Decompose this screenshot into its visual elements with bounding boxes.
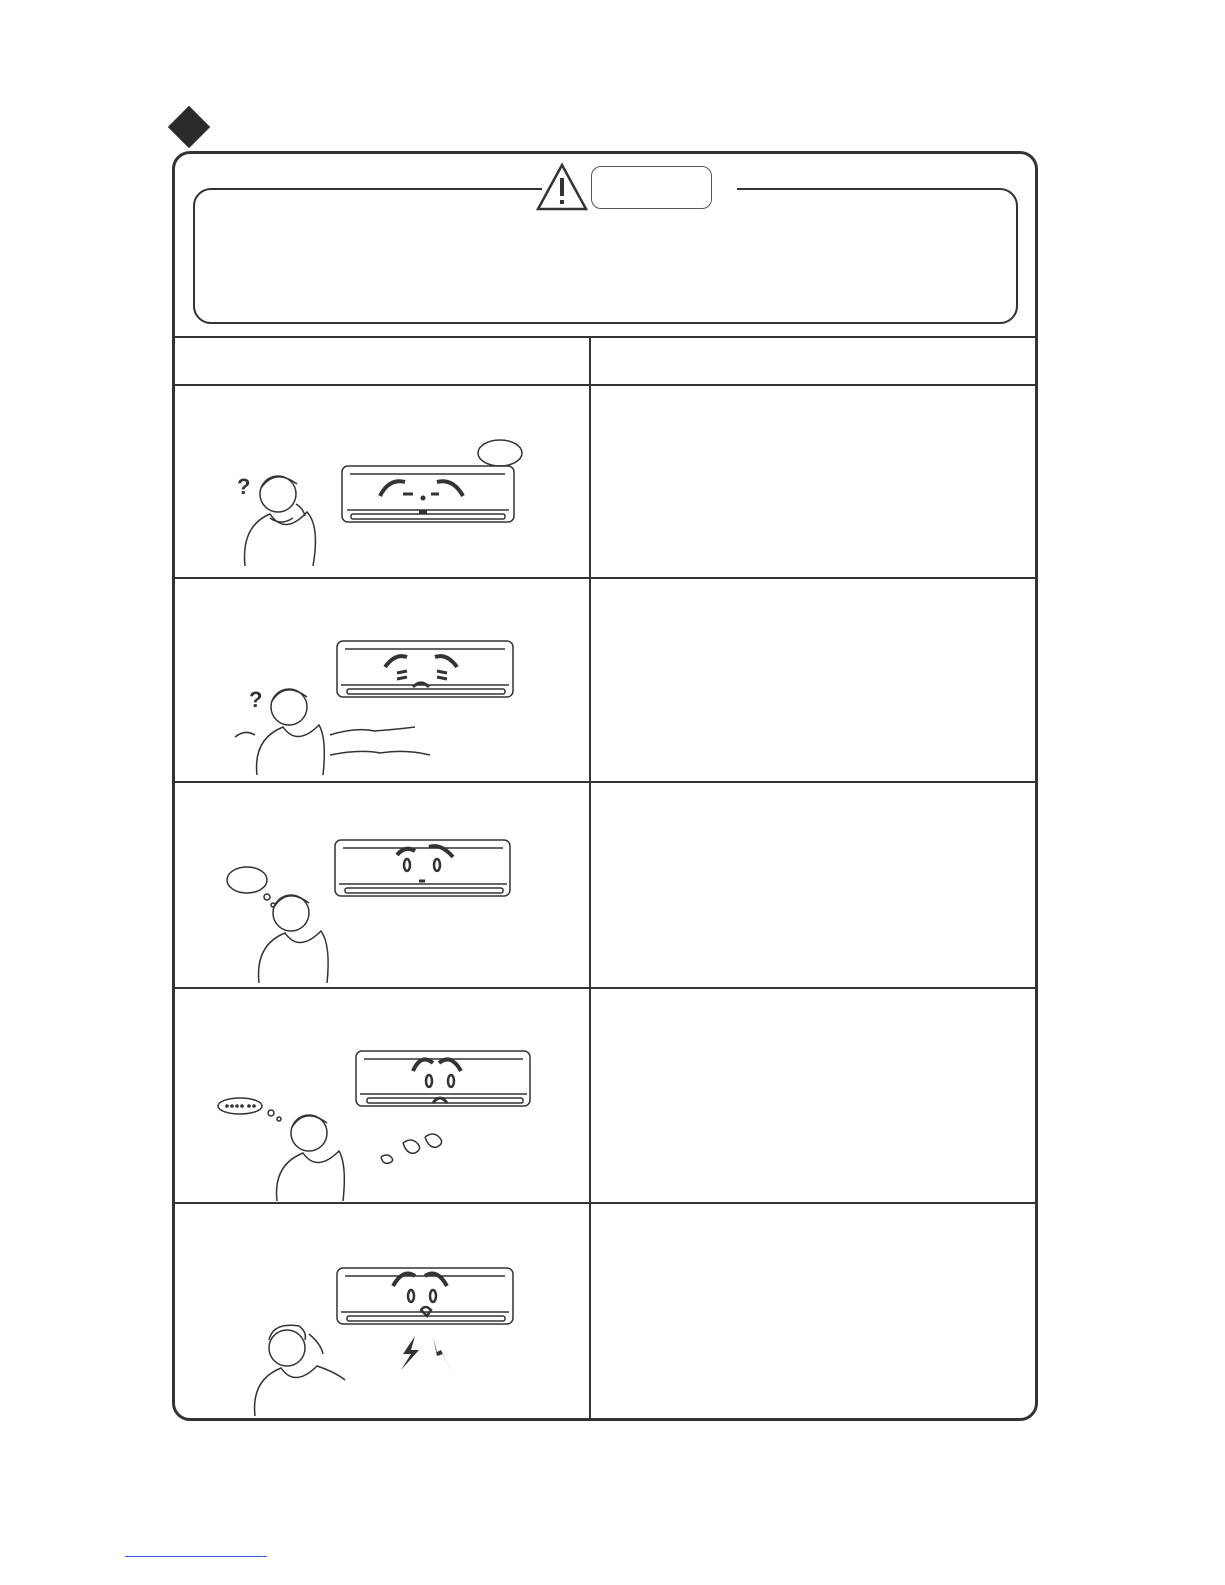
row-5-illustration bbox=[175, 1204, 589, 1420]
row-3-illustration bbox=[175, 783, 589, 986]
row-2-illustration bbox=[175, 579, 589, 779]
section-diamond-icon bbox=[168, 106, 210, 148]
caution-label-pill bbox=[591, 166, 712, 209]
warning-triangle-icon bbox=[535, 162, 589, 212]
footer-link-underline[interactable] bbox=[125, 1556, 267, 1557]
column-divider bbox=[589, 336, 591, 1421]
troubleshooting-table-frame bbox=[172, 151, 1038, 1421]
header-top-divider bbox=[175, 336, 1035, 338]
row-4-illustration bbox=[175, 989, 589, 1201]
question-mark-icon: ? bbox=[249, 687, 263, 712]
lightning-icon bbox=[401, 1336, 451, 1372]
question-mark-icon: ? bbox=[237, 474, 251, 499]
row-1-illustration bbox=[175, 386, 589, 576]
